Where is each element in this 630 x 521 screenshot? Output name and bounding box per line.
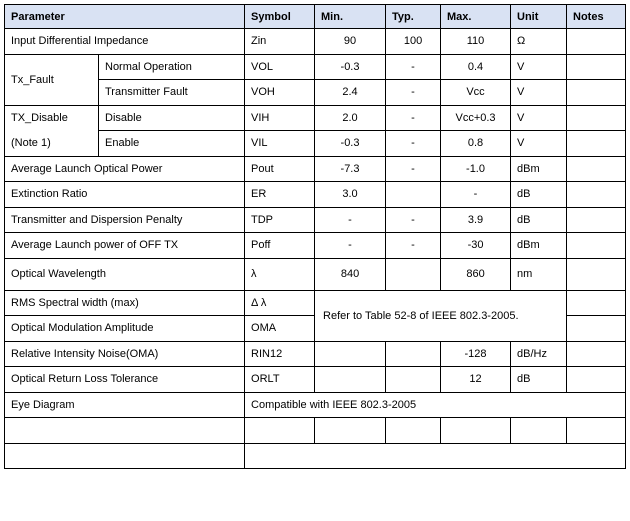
- min-cell: -0.3: [315, 54, 386, 80]
- max-cell: -30: [441, 233, 511, 259]
- min-cell: -: [315, 233, 386, 259]
- typ-cell: -: [386, 54, 441, 80]
- symbol-cell: Pout: [245, 156, 315, 182]
- table-row: [5, 392, 626, 418]
- max-cell: -1.0: [441, 156, 511, 182]
- min-cell: -0.3: [315, 131, 386, 157]
- param-cell: Average Launch power of OFF TX: [5, 233, 245, 259]
- table-row: [5, 131, 626, 157]
- max-cell: 110: [441, 29, 511, 55]
- symbol-cell: VIH: [245, 105, 315, 131]
- unit-cell: dBm: [511, 156, 567, 182]
- min-cell: 3.0: [315, 182, 386, 208]
- unit-cell: V: [511, 80, 567, 106]
- symbol-cell: VIL: [245, 131, 315, 157]
- condition-cell: Disable: [99, 105, 245, 131]
- param-cell: [5, 418, 245, 444]
- symbol-cell: Zin: [245, 29, 315, 55]
- symbol-cell: ORLT: [245, 367, 315, 393]
- param-cell: Eye Diagram: [5, 392, 245, 418]
- notes-cell: [567, 156, 626, 182]
- min-cell: 2.0: [315, 105, 386, 131]
- table-row: [5, 182, 626, 208]
- typ-cell: [386, 341, 441, 367]
- param-cell: RMS Spectral width (max): [5, 290, 245, 316]
- param-note-cell: (Note 1): [5, 131, 99, 157]
- param-cell: Optical Return Loss Tolerance: [5, 367, 245, 393]
- typ-cell: -: [386, 131, 441, 157]
- symbol-cell: λ: [245, 258, 315, 290]
- max-cell: 12: [441, 367, 511, 393]
- table-row: [5, 367, 626, 393]
- notes-cell: [567, 29, 626, 55]
- table-row: [5, 207, 626, 233]
- notes-cell: [567, 105, 626, 131]
- unit-cell: dB/Hz: [511, 341, 567, 367]
- unit-cell: V: [511, 54, 567, 80]
- header-typ: Typ.: [386, 5, 441, 29]
- symbol-cell: ER: [245, 182, 315, 208]
- typ-cell: [386, 418, 441, 444]
- notes-cell: [567, 258, 626, 290]
- param-cell: Transmitter and Dispersion Penalty: [5, 207, 245, 233]
- typ-cell: -: [386, 80, 441, 106]
- header-unit: Unit: [511, 5, 567, 29]
- typ-cell: [386, 258, 441, 290]
- unit-cell: dB: [511, 182, 567, 208]
- table-row: [5, 233, 626, 259]
- unit-cell: Ω: [511, 29, 567, 55]
- param-cell: Relative Intensity Noise(OMA): [5, 341, 245, 367]
- notes-cell: [567, 316, 626, 342]
- min-cell: 840: [315, 258, 386, 290]
- param-group-cell: Tx_Fault: [5, 54, 99, 105]
- unit-cell: dBm: [511, 233, 567, 259]
- symbol-cell: VOL: [245, 54, 315, 80]
- max-cell: 0.8: [441, 131, 511, 157]
- max-cell: -: [441, 182, 511, 208]
- notes-cell: [567, 367, 626, 393]
- max-cell: Vcc+0.3: [441, 105, 511, 131]
- min-cell: 2.4: [315, 80, 386, 106]
- condition-cell: Transmitter Fault: [99, 80, 245, 106]
- min-cell: 90: [315, 29, 386, 55]
- header-max: Max.: [441, 5, 511, 29]
- table-row: [5, 290, 626, 316]
- notes-cell: [567, 233, 626, 259]
- min-cell: [315, 418, 386, 444]
- empty-merged-cell: [245, 443, 626, 469]
- min-cell: [315, 341, 386, 367]
- max-cell: 3.9: [441, 207, 511, 233]
- symbol-cell: Δ λ: [245, 290, 315, 316]
- unit-cell: nm: [511, 258, 567, 290]
- typ-cell: -: [386, 207, 441, 233]
- empty-row: [5, 418, 626, 444]
- max-cell: -128: [441, 341, 511, 367]
- ieee-reference-cell: Refer to Table 52-8 of IEEE 802.3-2005.: [315, 290, 567, 341]
- param-cell: [5, 443, 245, 469]
- header-parameter: Parameter: [5, 5, 245, 29]
- condition-cell: Enable: [99, 131, 245, 157]
- notes-cell: [567, 207, 626, 233]
- symbol-cell: VOH: [245, 80, 315, 106]
- table-row: [5, 258, 626, 290]
- min-cell: -7.3: [315, 156, 386, 182]
- typ-cell: -: [386, 156, 441, 182]
- notes-cell: [567, 80, 626, 106]
- notes-cell: [567, 341, 626, 367]
- symbol-cell: OMA: [245, 316, 315, 342]
- condition-cell: Normal Operation: [99, 54, 245, 80]
- notes-cell: [567, 54, 626, 80]
- specification-table: [4, 4, 626, 469]
- eye-diagram-value: Compatible with IEEE 802.3-2005: [245, 392, 626, 418]
- param-cell: Input Differential Impedance: [5, 29, 245, 55]
- param-cell: Optical Modulation Amplitude: [5, 316, 245, 342]
- typ-cell: [386, 367, 441, 393]
- unit-cell: [511, 418, 567, 444]
- typ-cell: -: [386, 233, 441, 259]
- table-row: [5, 54, 626, 80]
- empty-row: [5, 443, 626, 469]
- header-symbol: Symbol: [245, 5, 315, 29]
- param-cell: Extinction Ratio: [5, 182, 245, 208]
- param-cell: Average Launch Optical Power: [5, 156, 245, 182]
- typ-cell: -: [386, 105, 441, 131]
- notes-cell: [567, 182, 626, 208]
- symbol-cell: [245, 418, 315, 444]
- notes-cell: [567, 290, 626, 316]
- header-row: [5, 5, 626, 29]
- notes-cell: [567, 418, 626, 444]
- unit-cell: V: [511, 105, 567, 131]
- unit-cell: dB: [511, 367, 567, 393]
- symbol-cell: Poff: [245, 233, 315, 259]
- header-min: Min.: [315, 5, 386, 29]
- param-cell: Optical Wavelength: [5, 258, 245, 290]
- symbol-cell: TDP: [245, 207, 315, 233]
- max-cell: 860: [441, 258, 511, 290]
- max-cell: 0.4: [441, 54, 511, 80]
- param-group-cell: TX_Disable: [5, 105, 99, 131]
- table-row: [5, 341, 626, 367]
- table-row: [5, 156, 626, 182]
- typ-cell: 100: [386, 29, 441, 55]
- header-notes: Notes: [567, 5, 626, 29]
- max-cell: [441, 418, 511, 444]
- unit-cell: dB: [511, 207, 567, 233]
- symbol-cell: RIN12: [245, 341, 315, 367]
- table-row: [5, 29, 626, 55]
- typ-cell: [386, 182, 441, 208]
- notes-cell: [567, 131, 626, 157]
- max-cell: Vcc: [441, 80, 511, 106]
- table-row: [5, 105, 626, 131]
- table-row: [5, 80, 626, 106]
- min-cell: -: [315, 207, 386, 233]
- unit-cell: V: [511, 131, 567, 157]
- min-cell: [315, 367, 386, 393]
